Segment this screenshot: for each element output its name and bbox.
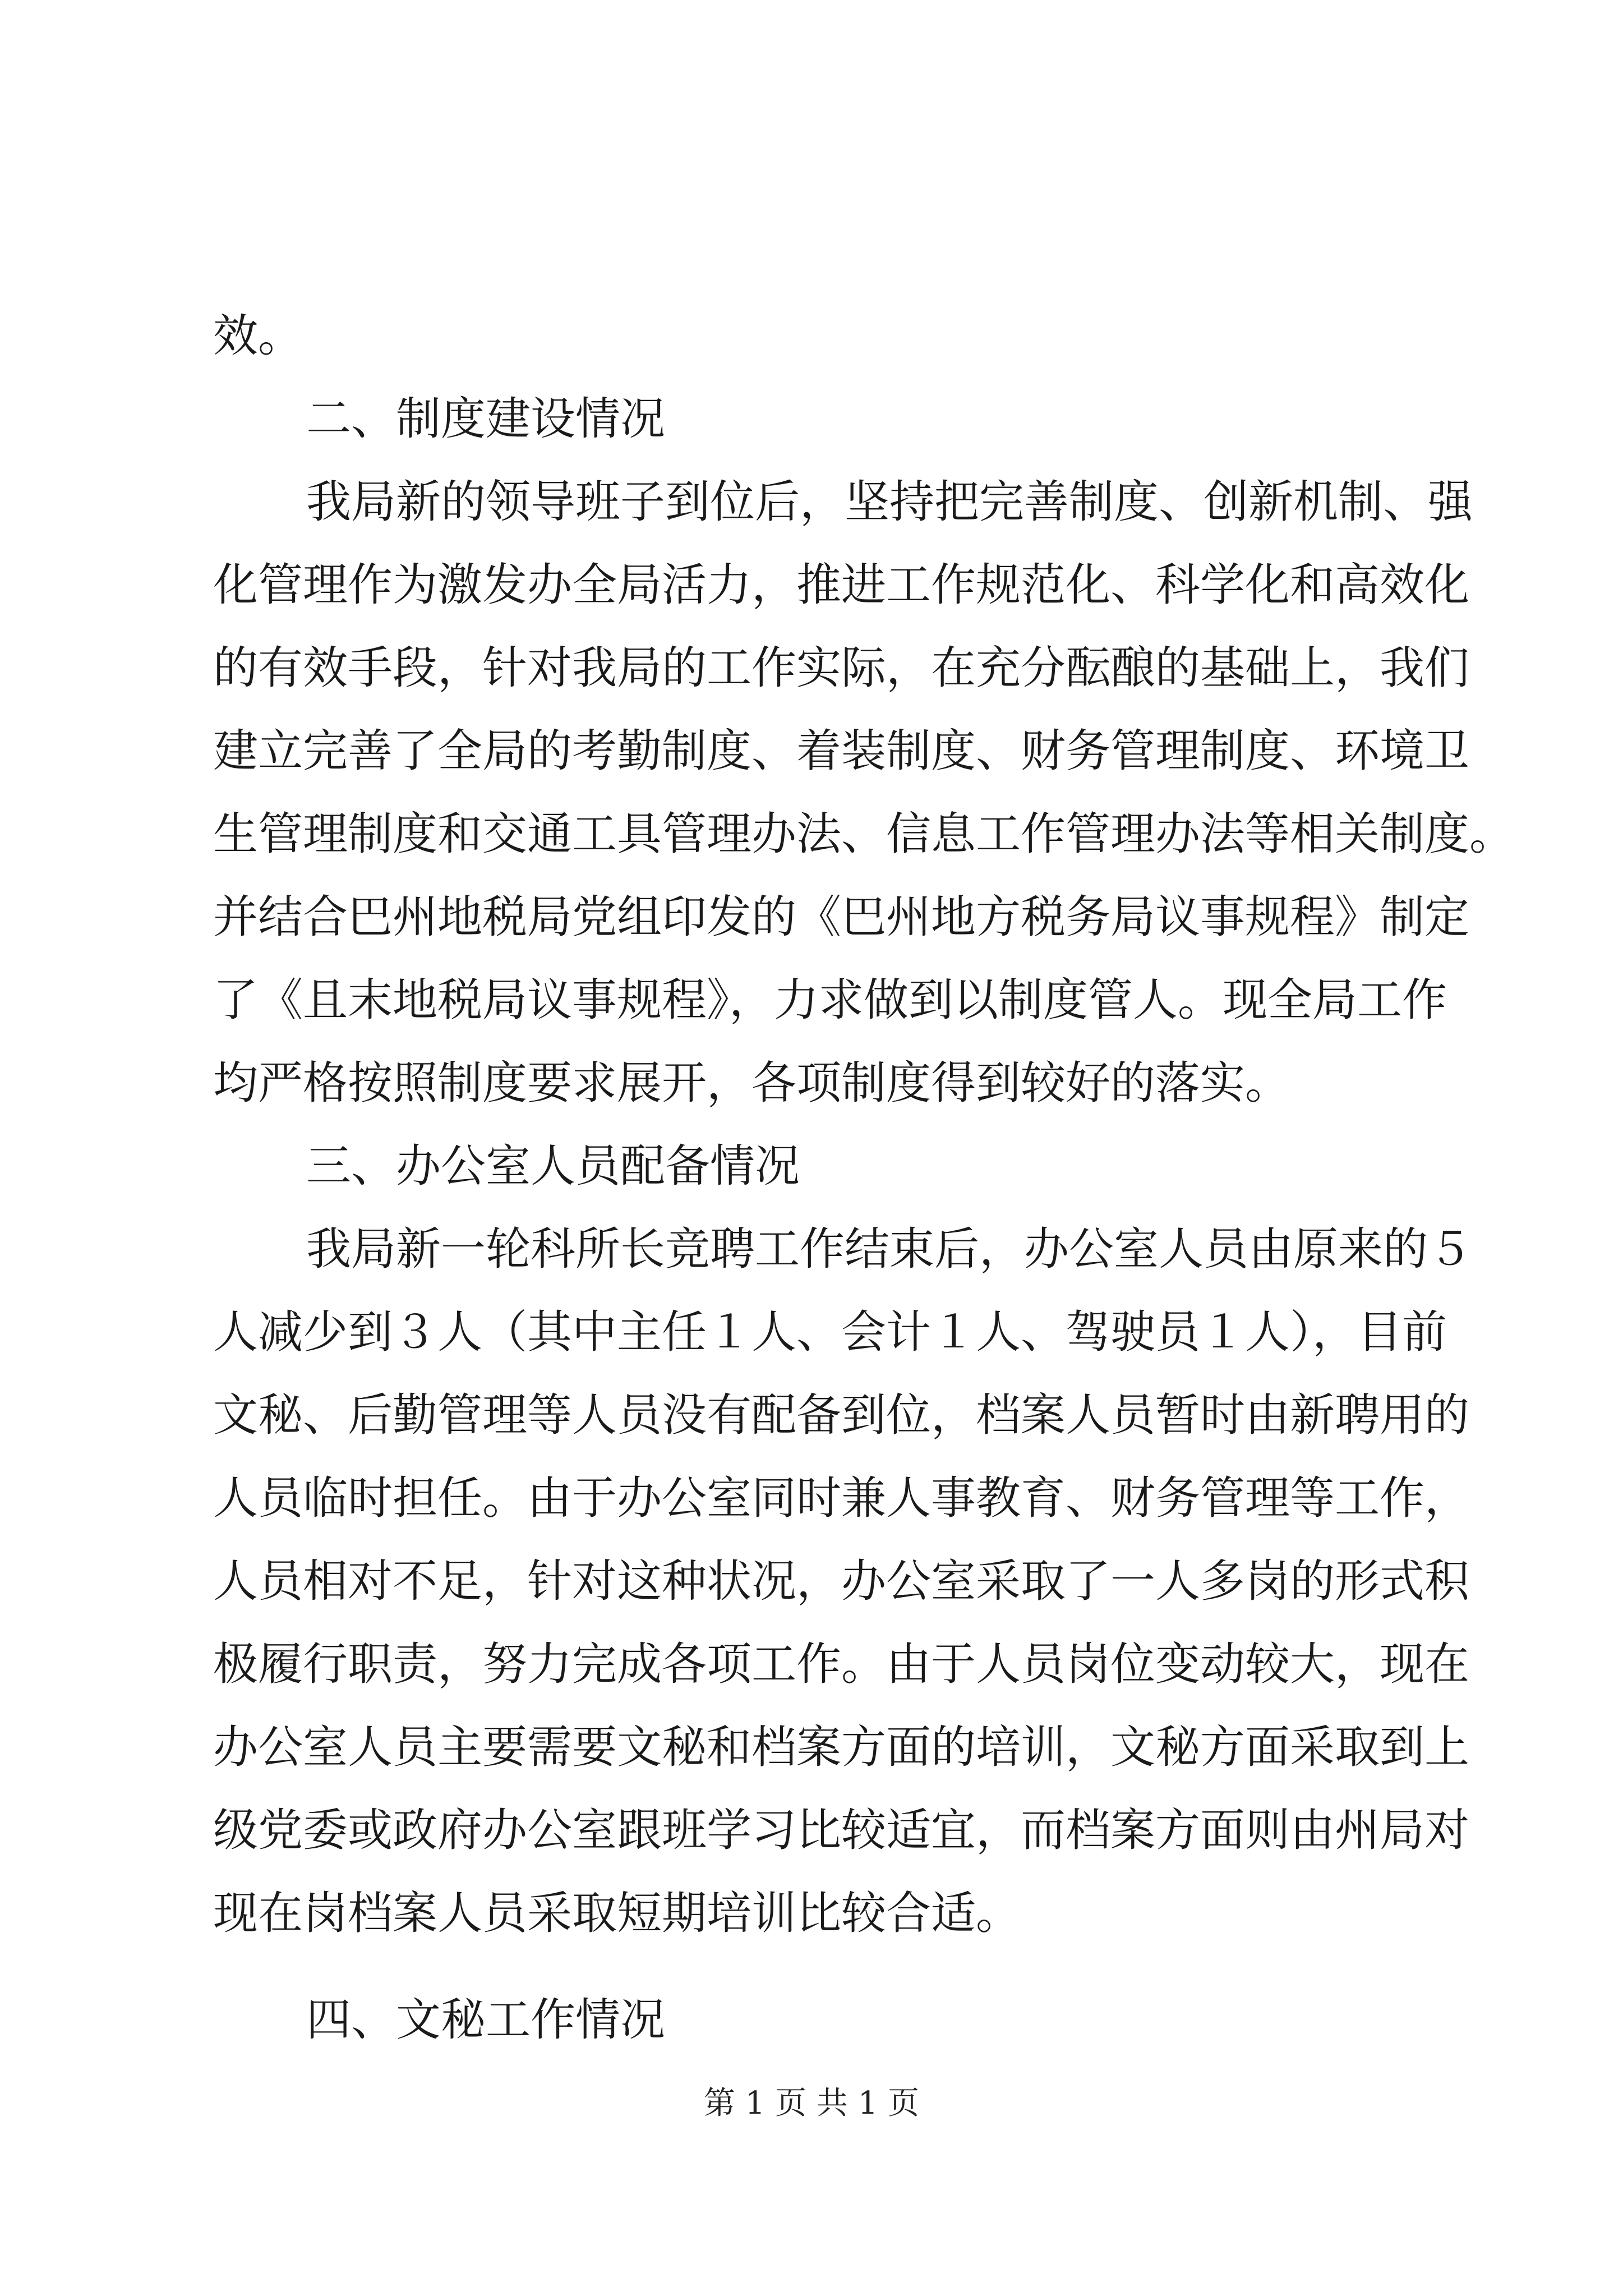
text-line: 化管理作为激发办全局活力，推进工作规范化、科学化和高效化 (213, 559, 1469, 611)
text-line: 建立完善了全局的考勤制度、着装制度、财务管理制度、环境卫 (213, 725, 1469, 777)
text-line: 办公室人员主要需要文秘和档案方面的培训，文秘方面采取到上 (213, 1721, 1469, 1773)
paragraph (213, 1208, 1473, 1955)
text-line: 了《且末地税局议事规程》，力求做到以制度管人。现全局工作 (213, 974, 1447, 1026)
text-line: 我局新一轮科所长竞聘工作结束后，办公室人员由原来的５ (306, 1223, 1473, 1275)
text-line: 生管理制度和交通工具管理办法、信息工作管理办法等相关制度。 (213, 808, 1514, 860)
section-heading (213, 378, 1419, 461)
text-line: 现在岗档案人员采取短期培训比较合适。 (213, 1887, 1021, 1939)
paragraph (213, 295, 1419, 378)
page-footer: 第 1 页 共 1 页 (703, 2085, 920, 2122)
text-line: 人员临时担任。由于办公室同时兼人事教育、财务管理等工作， (213, 1472, 1469, 1524)
text-line: 四、文秘工作情况 (306, 1994, 665, 2046)
text-line: 均严格按照制度要求展开，各项制度得到较好的落实。 (213, 1057, 1290, 1109)
text-line: 我局新的领导班子到位后，坚持把完善制度、创新机制、强 (306, 476, 1473, 528)
paragraph (213, 461, 1514, 1125)
text-line: 极履行职责，努力完成各项工作。由于人员岗位变动较大，现在 (213, 1638, 1469, 1690)
section-heading (213, 1978, 1419, 2062)
section-heading (213, 1125, 1419, 1208)
document-body (213, 295, 1514, 2062)
text-line: 文秘、后勤管理等人员没有配备到位，档案人员暂时由新聘用的 (213, 1389, 1469, 1441)
text-line: 人员相对不足，针对这种状况，办公室采取了一人多岗的形式积 (213, 1555, 1469, 1607)
text-line: 三、办公室人员配备情况 (306, 1140, 800, 1192)
text-line: 并结合巴州地税局党组印发的《巴州地方税务局议事规程》制定 (213, 891, 1469, 943)
text-line: 的有效手段，针对我局的工作实际，在充分酝酿的基础上，我们 (213, 642, 1469, 694)
text-line: 级党委或政府办公室跟班学习比较适宜，而档案方面则由州局对 (213, 1804, 1469, 1856)
text-line: 效。 (213, 310, 303, 362)
text-line: 人减少到３人（其中主任１人、会计１人、驾驶员１人），目前 (213, 1306, 1447, 1358)
text-line: 二、制度建设情况 (306, 393, 665, 445)
spacer (213, 1955, 1419, 1978)
